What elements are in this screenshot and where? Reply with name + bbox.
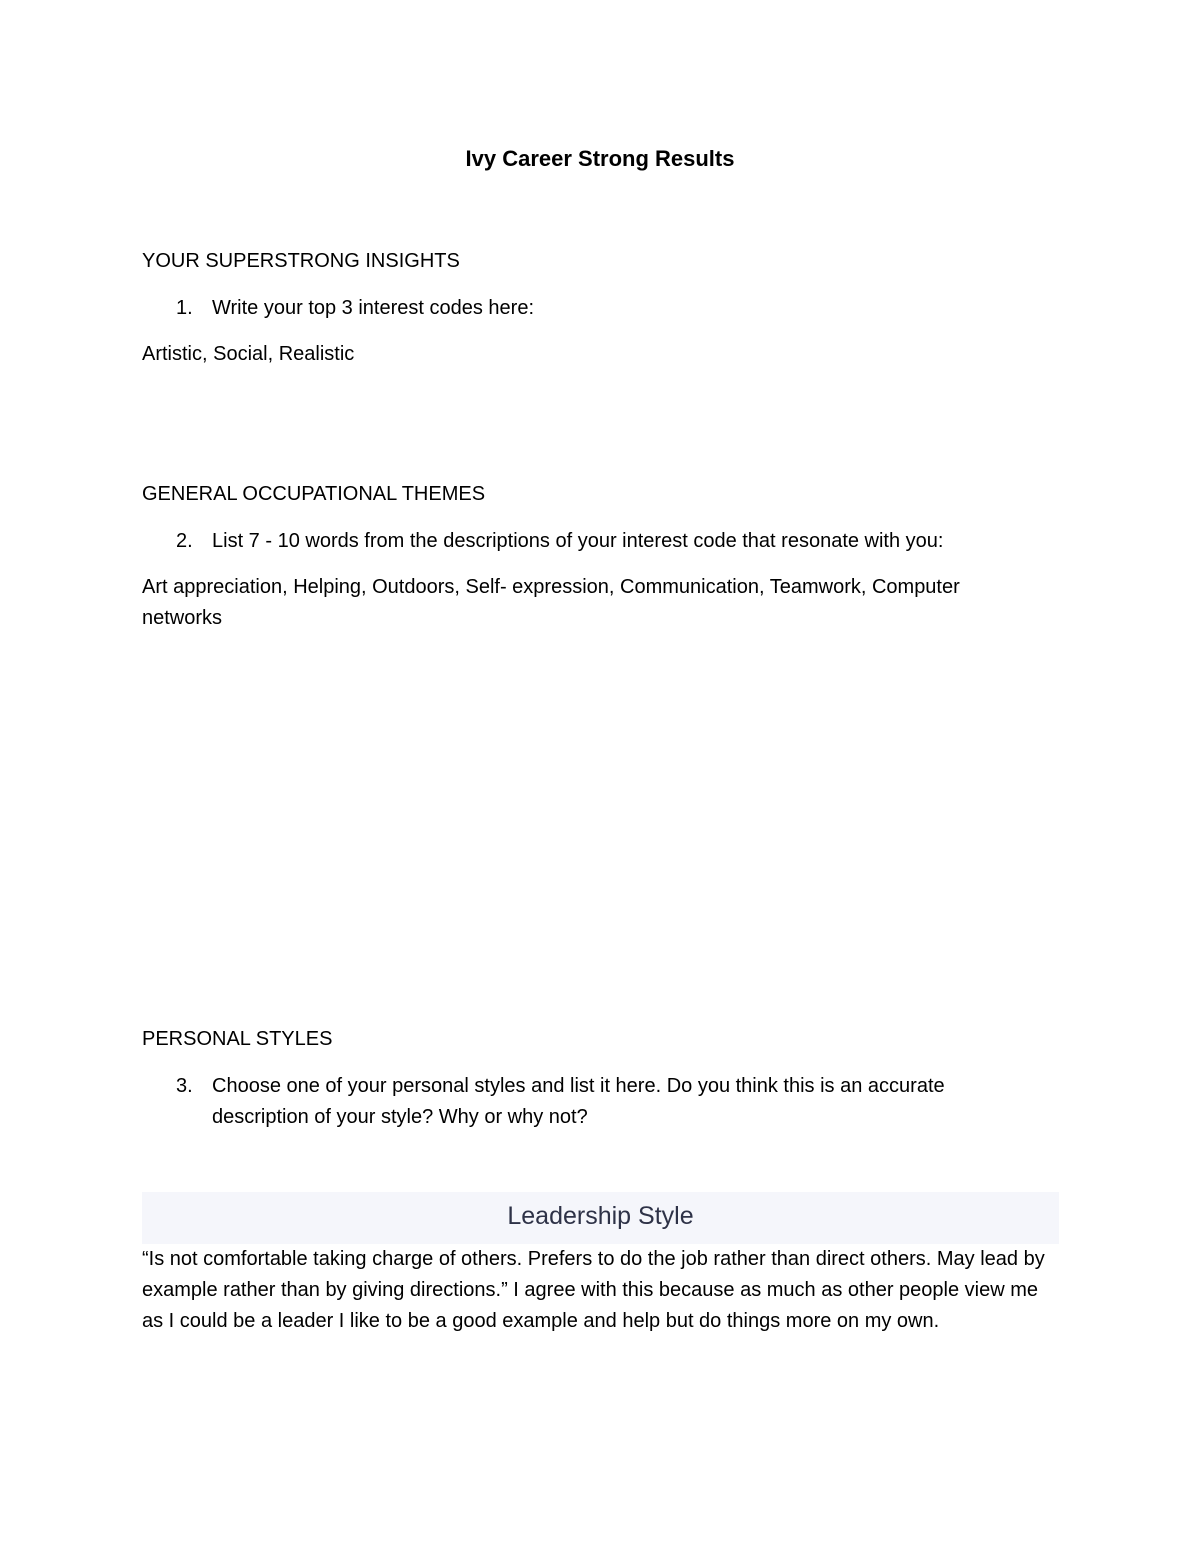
question-number: 1. [176,297,193,319]
answer-1: Artistic, Social, Realistic [142,343,355,365]
section-heading-superstrong-insights: YOUR SUPERSTRONG INSIGHTS [142,250,460,272]
leadership-style-banner [142,1192,1059,1244]
section-heading-personal-styles: PERSONAL STYLES [142,1028,333,1050]
document-title: Ivy Career Strong Results [465,146,735,171]
question-text: Write your top 3 interest codes here: [212,297,535,319]
section-heading-general-occupational-themes: GENERAL OCCUPATIONAL THEMES [142,483,486,505]
question-number: 2. [176,530,193,552]
banner-title: Leadership Style [507,1202,694,1230]
question-text: Choose one of your personal styles and list it here. Do you think this is an accurate description of your style? Why or why not? [212,1075,945,1128]
answer-3: “Is not comfortable taking charge of others. Prefers to do the job rather than direct others. May lead by example rather than by giving directions.” I agree with this because as much as other people view me as I could be a leader I like to be a good example and help but do things more on my own. [142,1248,1045,1332]
question-number: 3. [176,1075,193,1097]
answer-2: Art appreciation, Helping, Outdoors, Self- expression, Communication, Teamwork, Computer networks [142,576,960,629]
question-text: List 7 - 10 words from the descriptions of your interest code that resonate with you: [212,530,944,552]
